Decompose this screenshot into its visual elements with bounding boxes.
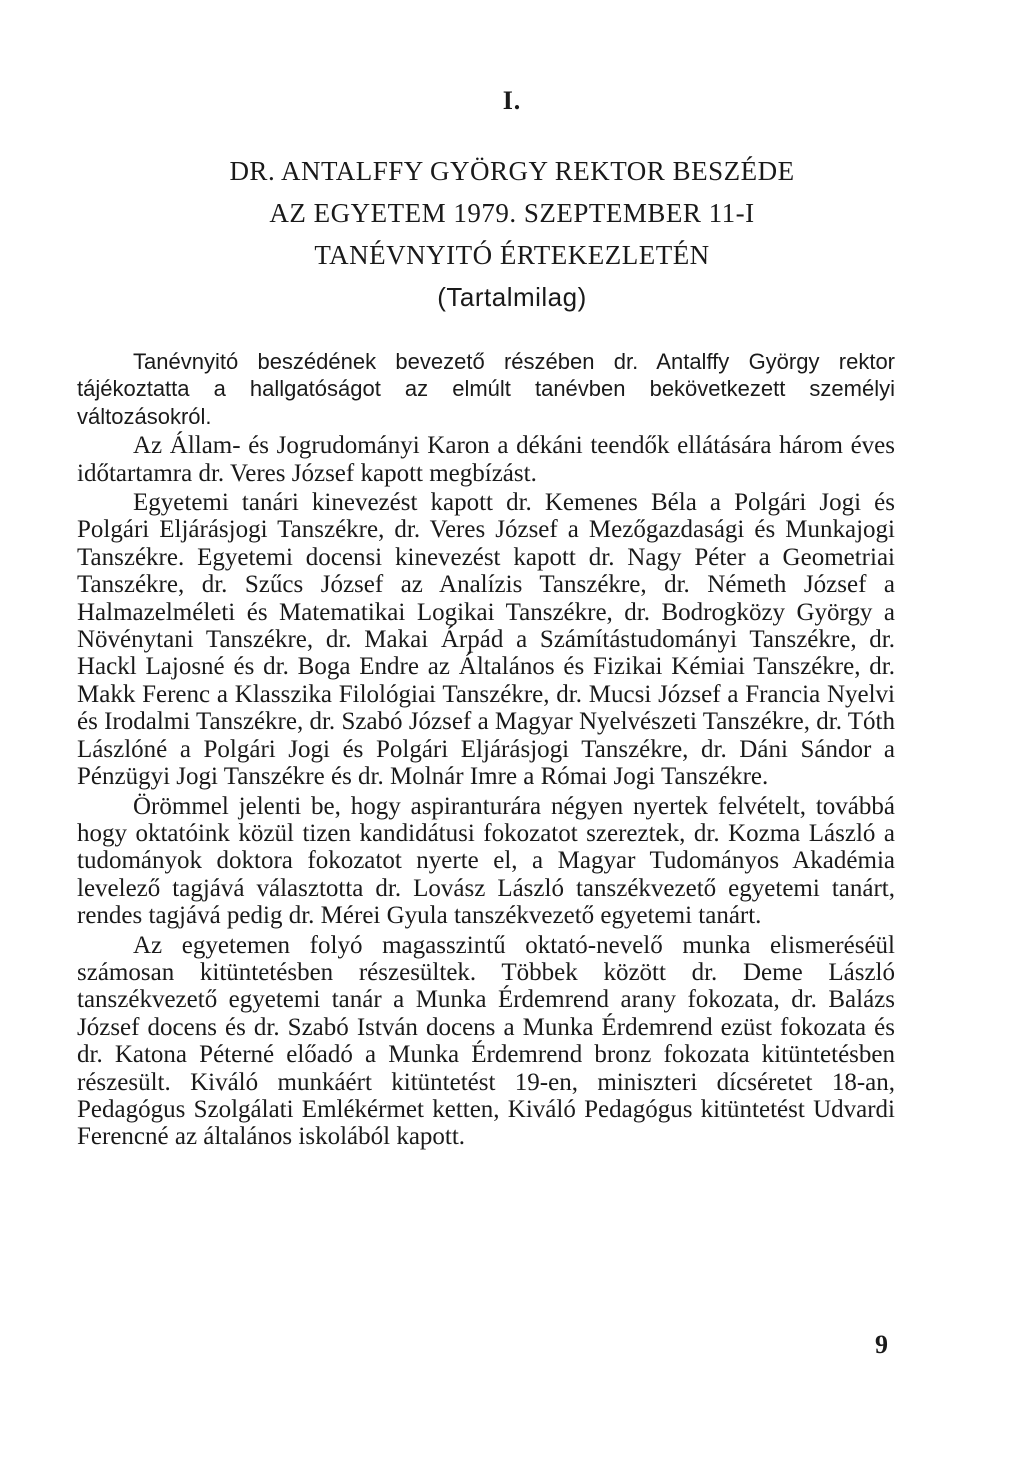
title-line: AZ EGYETEM 1979. SZEPTEMBER 11-I [269, 198, 755, 228]
paragraph: Tanévnyitó beszédének bevezető részében dr. Antalffy György rektor tájékoztatta a hallgatóságot az elmúlt tanévben bekövetkezett személyi változásokról. [77, 349, 895, 429]
paragraph: Örömmel jelenti be, hogy aspiranturára négyen nyertek felvételt, továbbá hogy oktatóink közül tizen kandidátusi fokozatot szereztek, dr. Kozma László a tudományok doktora fokozatot nyerte el, a Magyar Tudományos Akadémia levelező tagjává választotta dr. Lovász László tanszékvezető egyetemi tanárt, rendes tagjává pedig dr. Mérei Gyula tanszékvezető egyetemi tanárt. [77, 792, 895, 930]
page-number: 9 [875, 1330, 888, 1359]
paragraph: Az Állam- és Jogrudományi Karon a dékáni teendők ellátására három éves időtartamra dr. Veres József kapott megbízást. [77, 432, 895, 487]
body-text [77, 348, 895, 1153]
document-subtitle: (Tartalmilag) [437, 282, 587, 312]
paragraph: Az egyetemen folyó magasszintű oktató-nevelő munka elismeréséül számosan kitüntetésben részesültek. Többek között dr. Deme László tanszékvezető egyetemi tanár a Munka Érdemrend arany fokozata, dr. Balázs József docens és dr. Szabó István docens a Munka Érdemrend ezüst fokozata és dr. Katona Péterné előadó a Munka Érdemrend bronz fokozata kitüntetésben részesült. Kiváló munkáért kitüntetést 19-en, miniszteri dícséretet 18-an, Pedagógus Szolgálati Emlékérmet ketten, Kiváló Pedagógus kitüntetést Udvardi Ferencné az általános iskolából kapott. [77, 931, 895, 1151]
paragraph: Egyetemi tanári kinevezést kapott dr. Kemenes Béla a Polgári Jogi és Polgári Eljárásjogi Tanszékre, dr. Veres József a Mezőgazdasági és Munkajogi Tanszékre. Egyetemi docensi kinevezést kapott dr. Nagy Péter a Geometriai Tanszékre, dr. Szűcs József az Analízis Tanszékre, dr. Németh József a Halmazelméleti és Matematikai Logikai Tanszékre, dr. Bodrogközy György a Növénytani Tanszékre, dr. Makai Árpád a Számítástudományi Tanszékre, dr. Hackl Lajosné és dr. Boga Endre az Általános és Fizikai Kémiai Tanszékre, dr. Makk Ferenc a Klasszika Filológiai Tanszékre, dr. Mucsi József a Francia Nyelvi és Irodalmi Tanszékre, dr. Szabó József a Magyar Nyelvészeti Tanszékre, dr. Tóth Lászlóné a Polgári Jogi és Polgári Eljárásjogi Tanszékre, dr. Dáni Sándor a Pénzügyi Jogi Tanszékre és dr. Molnár Imre a Római Jogi Tanszékre. [77, 489, 895, 791]
title-line: TANÉVNYITÓ ÉRTEKEZLETÉN [314, 240, 710, 270]
title-line: DR. ANTALFFY GYÖRGY REKTOR BESZÉDE [229, 156, 795, 186]
chapter-number: I. [502, 86, 522, 115]
document-title [0, 150, 1024, 276]
